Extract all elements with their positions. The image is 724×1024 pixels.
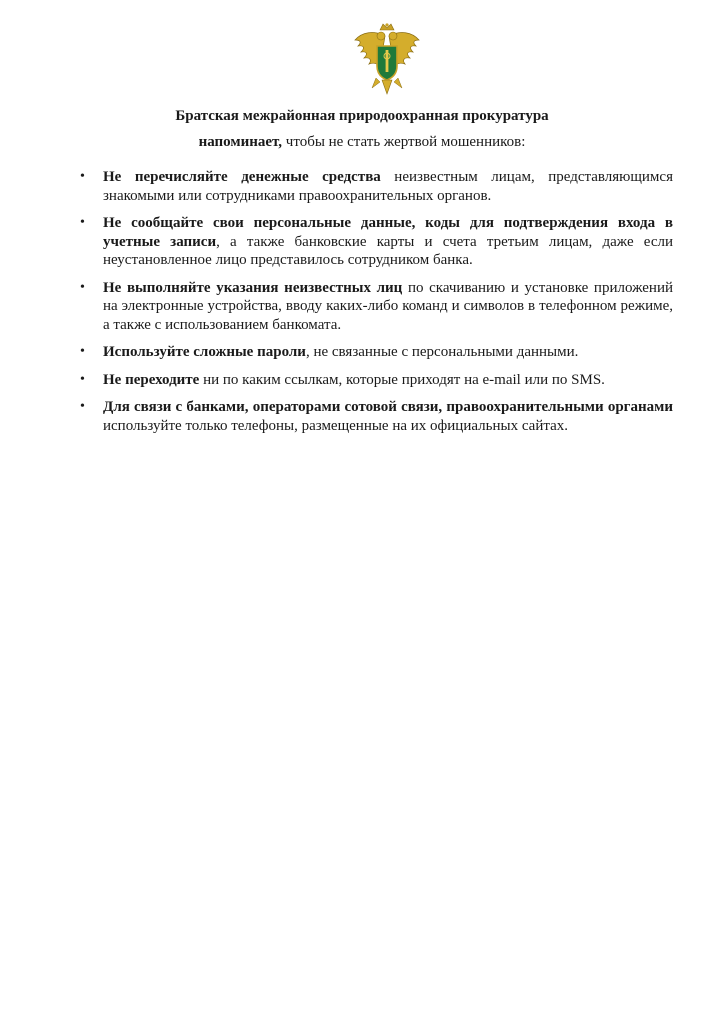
list-item	[80, 398, 673, 435]
item-text: , не связанные с персональными данными.	[305, 344, 579, 360]
advice-list	[80, 168, 674, 444]
bullet-icon: •	[80, 371, 85, 387]
list-item	[80, 371, 673, 390]
list-item	[80, 279, 674, 335]
item-bold: Не сообщайте свои персональные данные, коды для подтверждения входа в учетные записи	[103, 215, 673, 250]
item-text: ни по каким ссылкам, которые приходят на e-mail или по SMS.	[199, 371, 605, 388]
subtitle-rest: чтобы не стать жертвой мошенников:	[282, 134, 526, 150]
item-bold: Не перечисляйте денежные средства	[103, 169, 381, 185]
bullet-icon: •	[80, 279, 85, 295]
list-item	[80, 343, 673, 362]
item-bold: Для связи с банками, операторами сотовой связи, правоохранительными органами	[103, 399, 673, 415]
bullet-icon: •	[80, 169, 85, 184]
prosecutor-eagle-emblem-icon	[352, 22, 422, 98]
bullet-icon: •	[80, 344, 85, 359]
item-text: неизвестным лицам, представляющимся знакомыми или сотрудниками правоохранительных органов.	[103, 169, 673, 204]
list-item	[80, 214, 673, 270]
item-text: , а также банковские карты и счета третьим лицам, даже если неустановленное лицо представилось сотрудником банка.	[103, 233, 673, 268]
bullet-icon: •	[80, 399, 85, 414]
item-text: по скачиванию и установке приложений на электронные устройства, вводу каких-либо команд и символов в телефонном режиме, а также с использованием банкомата.	[103, 279, 674, 333]
document-title: Братская межрайонная природоохранная прокуратура	[175, 108, 549, 124]
item-text: используйте только телефоны, размещенные на их официальных сайтах.	[103, 417, 568, 434]
list-item	[80, 168, 673, 205]
item-bold: Не переходите	[103, 371, 200, 388]
bullet-icon: •	[80, 215, 85, 230]
document-subtitle	[0, 133, 724, 151]
item-bold: Не выполняйте указания неизвестных лиц	[103, 279, 403, 296]
item-bold: Используйте сложные пароли	[103, 344, 306, 360]
subtitle-bold: напоминает,	[198, 134, 283, 150]
